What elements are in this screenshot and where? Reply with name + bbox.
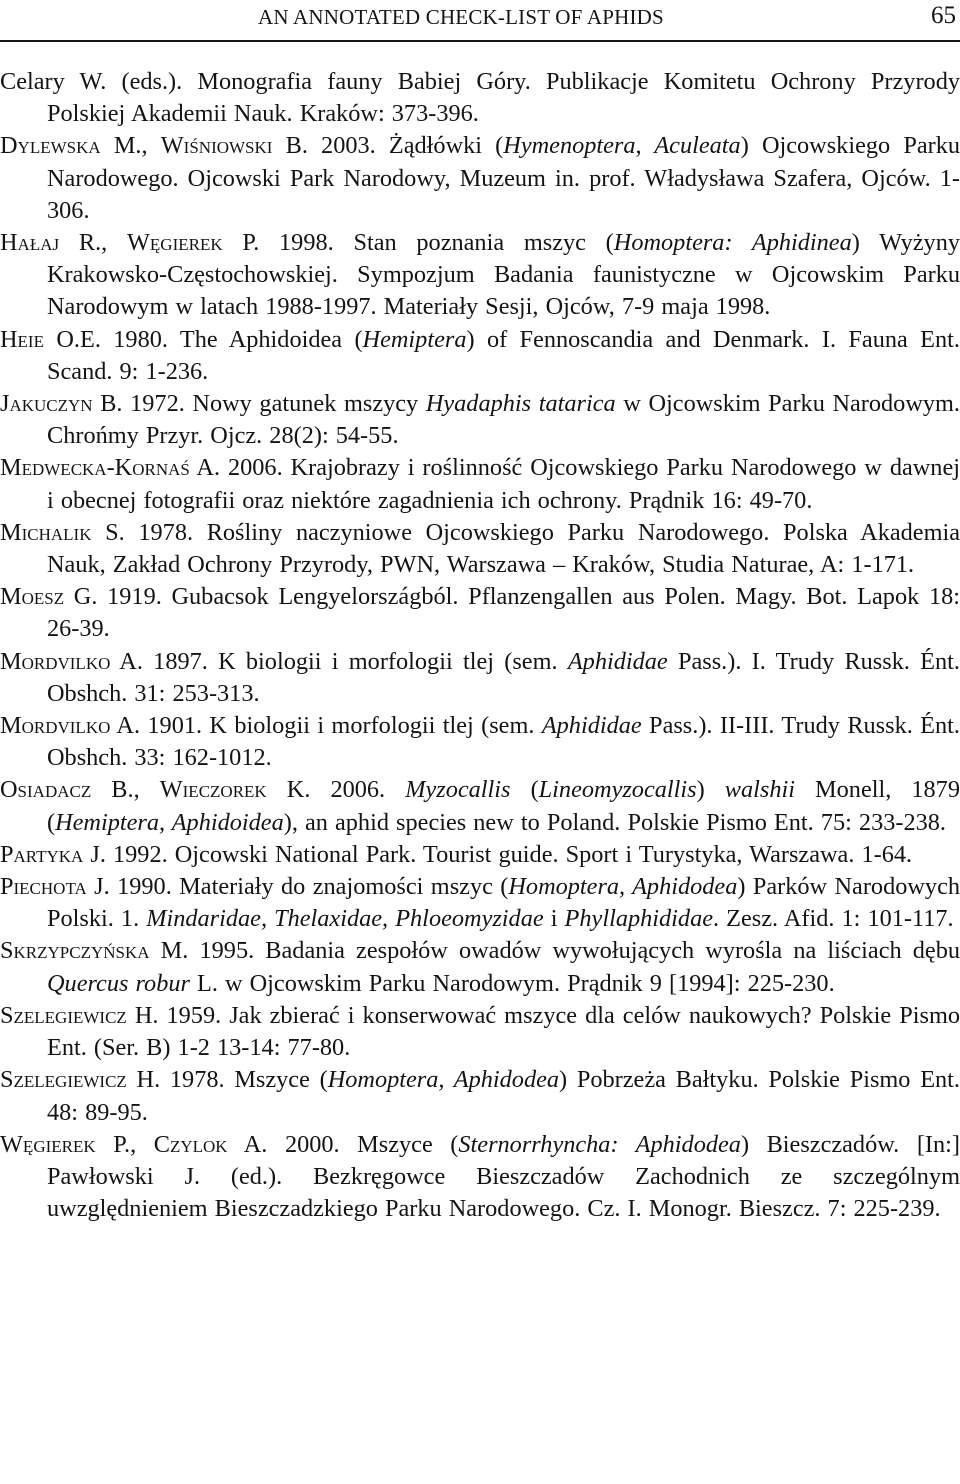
taxon-name: Homoptera, Aphidodea [327, 1066, 560, 1094]
reference-entry [0, 871, 960, 935]
reference-text: H. 1978. Mszyce ( [126, 1066, 328, 1094]
reference-text: P. 1998. Stan poznania mszyc ( [222, 229, 614, 257]
reference-text: ) Bieszczadów. [In:] Pawłowski J. (ed.). Bezkręgowce Bieszczadów Zachodnich ze szczególnym uwzględnieniem Bieszczadzkiego Parku Narodowego. Cz. I. Monogr. Bieszcz. 7: 225-239. [47, 1130, 960, 1223]
reference-entry [0, 710, 960, 774]
reference-entry [0, 581, 960, 645]
taxon-name: Hyadaphis tatarica [425, 390, 616, 418]
reference-text: A. 2000. Mszyce ( [227, 1130, 459, 1158]
reference-author: Jakuczyn [0, 390, 93, 418]
reference-author: Szelegiewicz [0, 1001, 127, 1029]
reference-text: H. 1959. Jak zbierać i konserwować mszyce dla celów naukowych? Polskie Pismo Ent. (Ser. B) 1-2 13-14: 77-80. [47, 1001, 960, 1062]
reference-text: S. 1978. Rośliny naczyniowe Ojcowskiego Parku Narodowego. Polska Akademia Nauk, Zakład Ochrony Przyrody, PWN, Warszawa – Kraków, Studia Naturae, A: 1-171. [47, 518, 960, 579]
reference-text: ) Wyżyny Krakowsko-Częstochowskiej. Sympozjum Badania faunistyczne w Ojcowskim Parku Narodowym w latach 1988-1997. Materiały Sesji, Ojców, 7-9 maja 1998. [47, 229, 960, 321]
reference-author: Węgierek [0, 1130, 96, 1158]
reference-text: Celary W. (eds.). Monografia fauny Babiej Góry. Publikacje Komitetu Ochrony Przyrody Polskiej Akademii Nauk. Kraków: 373-396. [0, 68, 960, 128]
reference-entry [0, 774, 960, 838]
reference-text: i [543, 905, 565, 933]
taxon-name: Aphididae [567, 647, 668, 675]
reference-author: Osiadacz [0, 776, 92, 804]
reference-entry [0, 388, 960, 452]
reference-text: ) of Fennoscandia and Denmark. I. Fauna Ent. Scand. 9: 1-236. [47, 325, 960, 385]
reference-entry [0, 452, 960, 516]
taxon-name: Quercus robur [47, 969, 190, 997]
taxon-name: Hemiptera, Aphidoidea [55, 808, 284, 836]
reference-entry [0, 130, 960, 227]
reference-text: ( [510, 776, 539, 804]
reference-entry [0, 517, 960, 581]
reference-text: Monell, 1879 ( [47, 776, 960, 836]
taxon-name: Aphididae [541, 712, 642, 740]
taxon-name: Homoptera: Aphidinea [613, 229, 852, 257]
taxon-name: walshii [724, 776, 795, 804]
taxon-name: Phyllaphididae [564, 905, 713, 933]
reference-text: M. 1995. Badania zespołów owadów wywołujących wyrośla na liściach dębu [149, 937, 960, 965]
reference-author: Wieczorek [159, 776, 267, 804]
reference-author: Węgierek [126, 229, 223, 257]
reference-author: Mordvilko [0, 647, 111, 675]
reference-text: Pass.). I. Trudy Russk. Ént. Obshch. 31: 253-313. [47, 647, 960, 707]
reference-author: Medwecka-Kornaś [0, 454, 190, 482]
reference-entry [0, 66, 960, 130]
reference-text: J. 1990. Materiały do znajomości mszyc ( [86, 873, 509, 901]
reference-text: B. 1972. Nowy gatunek mszycy [92, 390, 426, 418]
reference-text: A. 1901. K biologii i morfologii tlej (sem. [110, 712, 542, 740]
reference-entry [0, 839, 960, 871]
reference-author: Hałaj [0, 229, 60, 257]
taxon-name: Hymenoptera, Aculeata [503, 132, 741, 160]
taxon-name: Mindaridae, Thelaxidae, Phloeomyzidae [146, 905, 544, 933]
reference-text: w Ojcowskim Parku Narodowym. Chrońmy Przyr. Ojcz. 28(2): 54-55. [47, 390, 960, 450]
reference-author: Dylewska [0, 132, 101, 160]
reference-text: Pass.). II-III. Trudy Russk. Ént. Obshch. 33: 162-1012. [47, 712, 960, 772]
reference-text: A. 2006. Krajobrazy i roślinność Ojcowskiego Parku Narodowego w dawnej i obecnej fotografii oraz niektóre zagadnienia ich ochrony. Prądnik 16: 49-70. [47, 454, 960, 514]
reference-entry [0, 1064, 960, 1128]
reference-text: K. 2006. [266, 776, 406, 804]
reference-list [0, 66, 960, 1225]
reference-text: O.E. 1980. The Aphidoidea ( [43, 325, 363, 353]
reference-text: ), an aphid species new to Poland. Polskie Pismo Ent. 75: 233-238. [283, 808, 946, 836]
reference-entry [0, 1129, 960, 1226]
reference-text: L. w Ojcowskim Parku Narodowym. Prądnik 9 [1994]: 225-230. [189, 969, 835, 997]
taxon-name: Sternorrhyncha: Aphidodea [458, 1130, 741, 1158]
reference-author: Szelegiewicz [0, 1066, 127, 1094]
reference-author: Wiśniowski [160, 132, 273, 160]
reference-author: Czylok [153, 1130, 228, 1158]
reference-text: A. 1897. K biologii i morfologii tlej (sem. [110, 647, 568, 675]
taxon-name: Hemiptera [362, 325, 467, 353]
reference-author: Moesz [0, 583, 65, 611]
reference-author: Michalik [0, 518, 92, 546]
reference-text: ) Ojcowskiego Parku Narodowego. Ojcowski Park Narodowy, Muzeum in. prof. Władysława Szafera, Ojców. 1-306. [47, 132, 960, 224]
taxon-name: Homoptera, Aphidodea [508, 873, 738, 901]
reference-text: J. 1992. Ojcowski National Park. Tourist guide. Sport i Turystyka, Warszawa. 1-64. [83, 840, 913, 868]
reference-text: B., [91, 776, 160, 804]
reference-text: B. 2003. Żądłówki ( [272, 132, 504, 160]
reference-entry [0, 646, 960, 710]
page-number: 65 [931, 2, 956, 29]
reference-text: ) Parków Narodowych Polski. 1. [47, 873, 960, 933]
reference-entry [0, 324, 960, 388]
reference-text: P., [95, 1130, 154, 1158]
reference-author: Partyka [0, 840, 84, 868]
reference-author: Piechota [0, 873, 87, 901]
reference-entry [0, 1000, 960, 1064]
taxon-name: Lineomyzocallis [538, 776, 697, 804]
taxon-name: Myzocallis [405, 776, 511, 804]
running-title: AN ANNOTATED CHECK-LIST OF APHIDS [258, 5, 664, 29]
reference-text: R., [59, 229, 127, 257]
reference-entry [0, 227, 960, 324]
reference-text: ) [696, 776, 725, 804]
reference-text: ) Pobrzeża Bałtyku. Polskie Pismo Ent. 48: 89-95. [47, 1066, 960, 1126]
reference-text: M., [100, 132, 161, 160]
reference-text: G. 1919. Gubacsok Lengyelországból. Pflanzengallen aus Polen. Magy. Bot. Lapok 18: 26-39. [47, 583, 960, 643]
reference-author: Heie [0, 325, 44, 353]
reference-author: Mordvilko [0, 712, 111, 740]
reference-text: . Zesz. Afid. 1: 101-117. [713, 905, 954, 933]
running-header [0, 0, 960, 40]
reference-author: Skrzypczyńska [0, 937, 150, 965]
reference-entry [0, 935, 960, 999]
header-rule [0, 40, 960, 42]
